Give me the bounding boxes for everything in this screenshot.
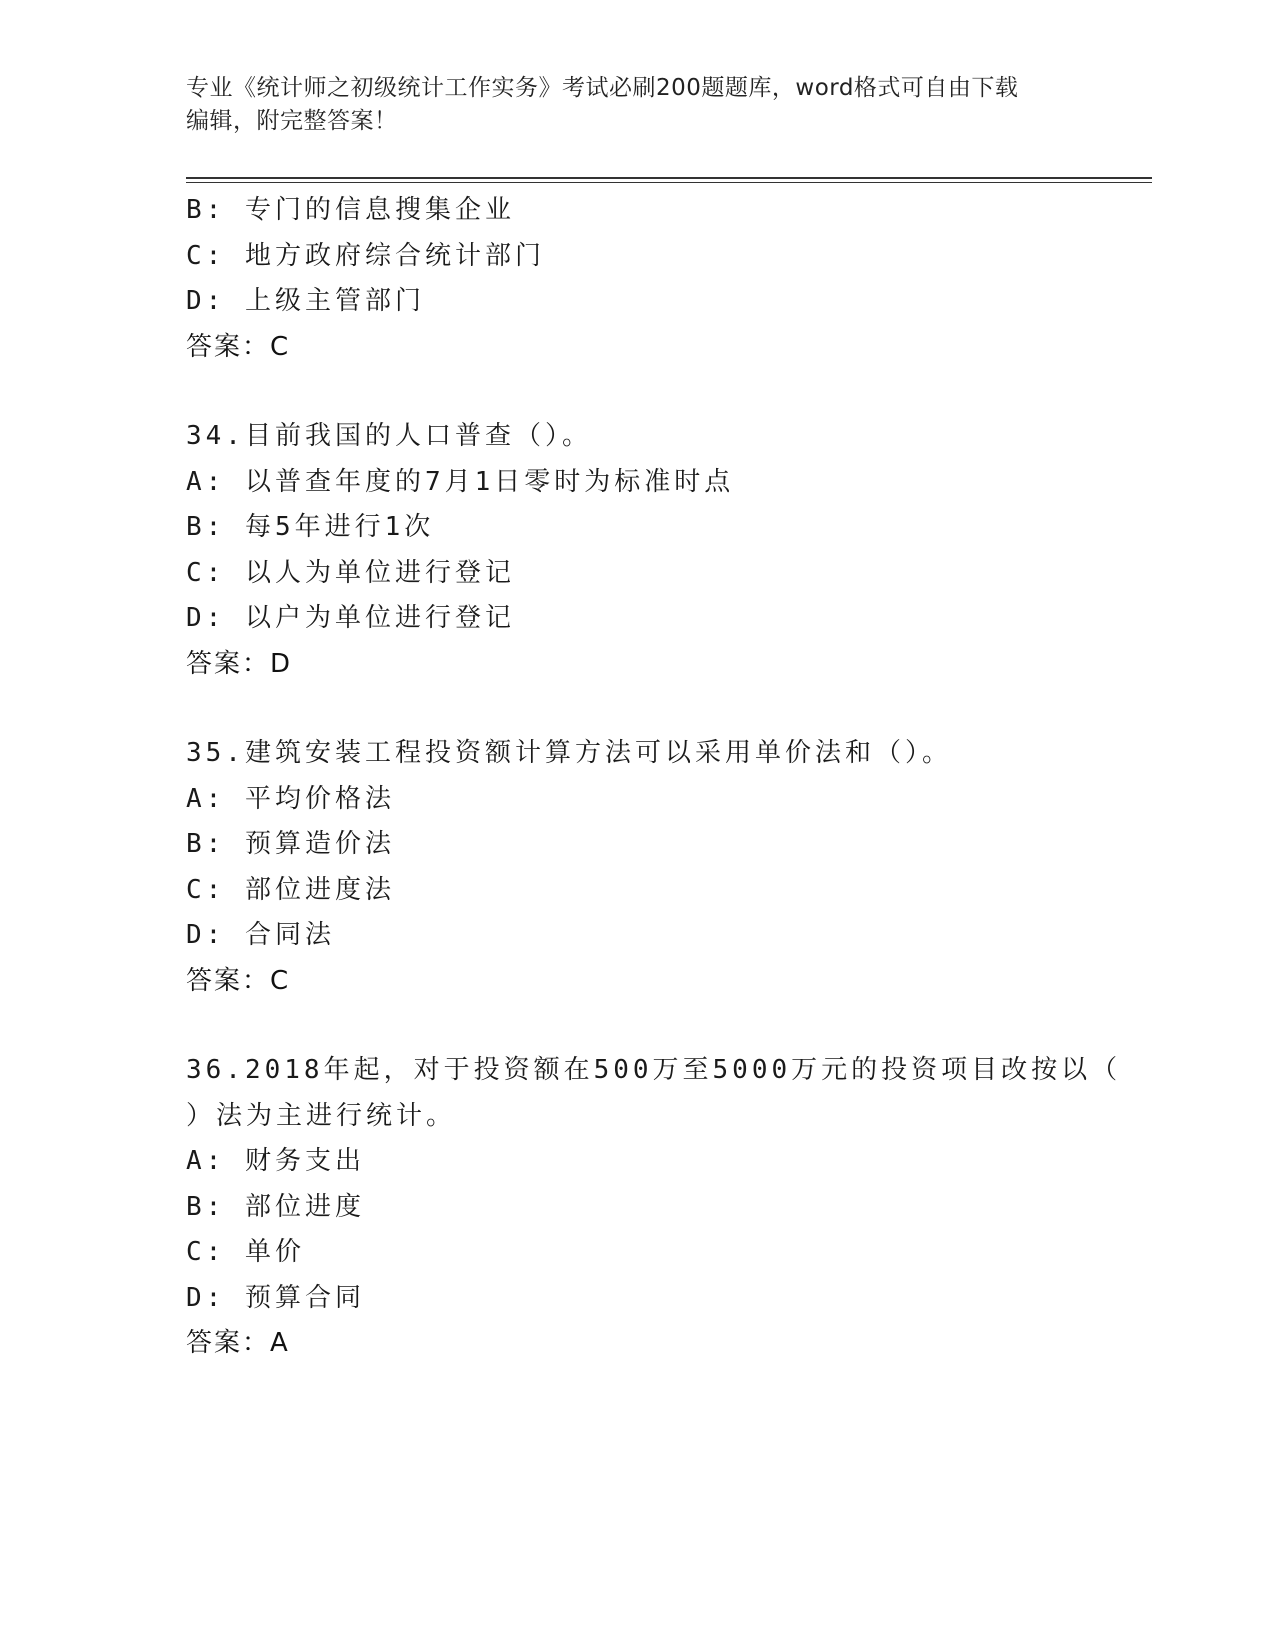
header-title-line-1: 专业《统计师之初级统计工作实务》考试必刷200题题库，word格式可自由下载 (186, 75, 1019, 101)
spacer (186, 370, 1146, 414)
question-list (186, 188, 1146, 1367)
question-33-continuation (186, 188, 1146, 370)
header-title-line-2: 编辑，附完整答案！ (186, 108, 398, 134)
option-c: C: 单价 (186, 1237, 305, 1267)
option-b: B: 专门的信息搜集企业 (186, 195, 515, 225)
question-stem: 35.建筑安装工程投资额计算方法可以采用单价法和（）。 (186, 738, 952, 768)
question-35 (186, 731, 1146, 1004)
spacer (186, 1004, 1146, 1048)
header-divider-thin (186, 182, 1152, 183)
question-36 (186, 1048, 1146, 1367)
option-c: C: 部位进度法 (186, 874, 395, 905)
option-c: C: 地方政府综合统计部门 (186, 240, 545, 271)
question-stem-line-1: 36.2018年起，对于投资额在500万至5000万元的投资项目改按以（ (186, 1055, 1122, 1085)
option-c: C: 以人为单位进行登记 (186, 557, 515, 588)
option-d: D: 合同法 (186, 920, 335, 950)
option-d: D: 以户为单位进行登记 (186, 603, 515, 633)
answer-line: 答案：A (186, 1328, 290, 1358)
answer-line: 答案：C (186, 965, 291, 996)
question-34 (186, 414, 1146, 687)
option-d: D: 上级主管部门 (186, 286, 425, 316)
option-a: A: 以普查年度的7月1日零时为标准时点 (186, 466, 735, 497)
document-header (186, 72, 1076, 138)
question-stem-line-2: ）法为主进行统计。 (186, 1100, 457, 1131)
spacer (186, 687, 1146, 731)
option-b: B: 每5年进行1次 (186, 512, 435, 542)
option-a: A: 财务支出 (186, 1146, 365, 1176)
option-d: D: 预算合同 (186, 1282, 365, 1313)
header-divider-thick (186, 177, 1152, 179)
option-a: A: 平均价格法 (186, 783, 395, 814)
answer-line: 答案：D (186, 648, 293, 679)
option-b: B: 部位进度 (186, 1191, 365, 1222)
answer-line: 答案：C (186, 331, 291, 362)
option-b: B: 预算造价法 (186, 829, 395, 859)
question-stem: 34.目前我国的人口普查（）。 (186, 421, 592, 451)
